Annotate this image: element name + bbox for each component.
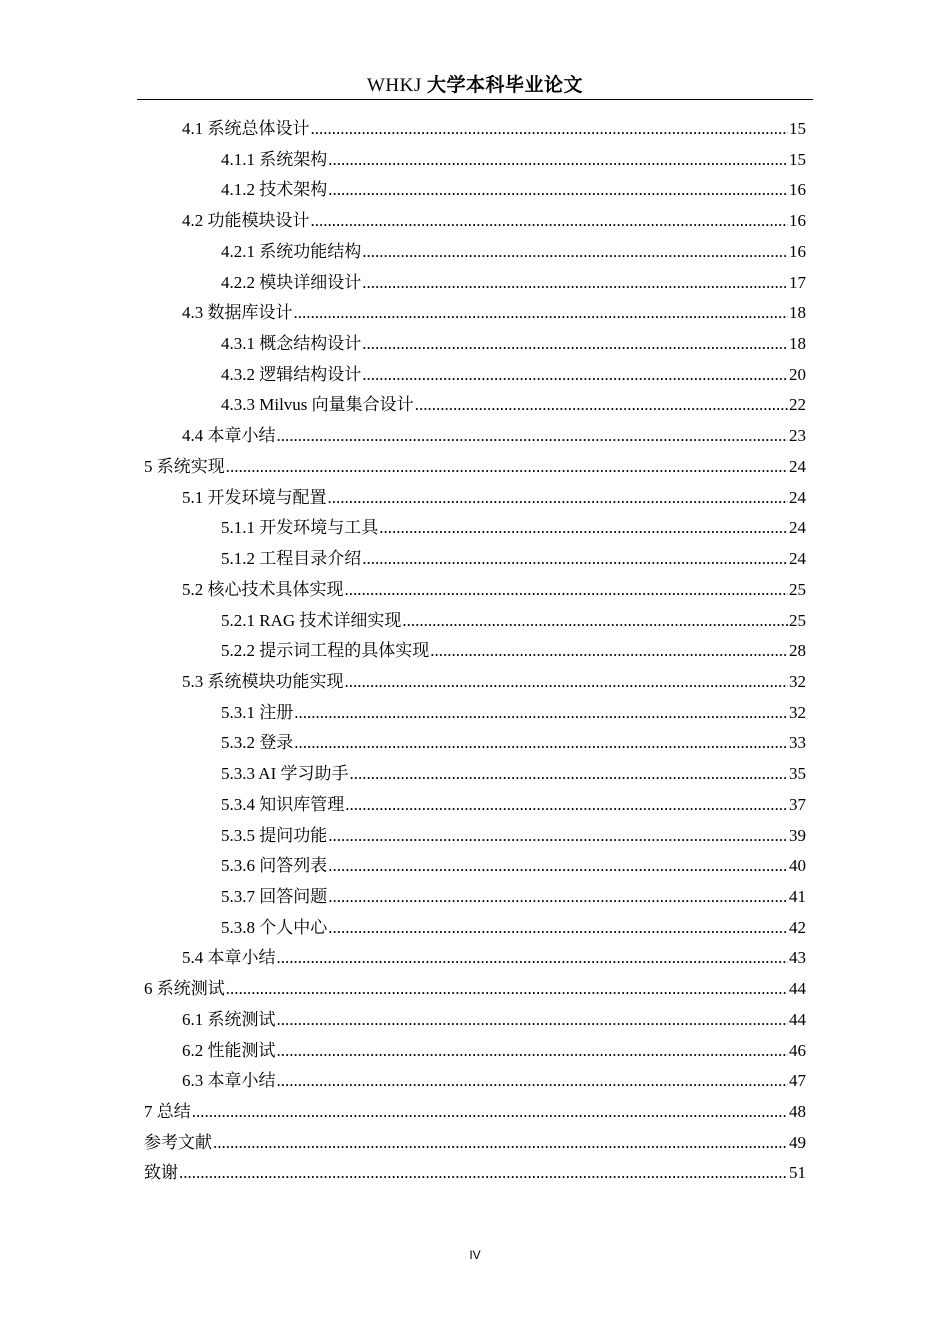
header-title xyxy=(367,75,583,96)
toc-leader-dots xyxy=(415,390,788,421)
toc-entry-title: 4.4 本章小结 xyxy=(182,426,276,446)
toc-entry-page: 44 xyxy=(789,1009,806,1029)
toc-leader-dots xyxy=(179,1158,788,1189)
toc-entry-page: 24 xyxy=(789,549,806,569)
toc-leader-dots xyxy=(213,1128,788,1159)
toc-entry-title: 5.3.1 注册 xyxy=(221,702,294,722)
toc-leader-dots xyxy=(294,728,788,759)
toc-entry-page: 39 xyxy=(789,825,806,845)
toc-entry-title: 5.3.4 知识库管理 xyxy=(221,794,345,814)
toc-entry-title: 参考文献 xyxy=(144,1132,212,1152)
toc-entry[interactable] xyxy=(144,145,806,176)
toc-leader-dots xyxy=(328,145,788,176)
toc-entry-page: 35 xyxy=(789,764,806,784)
toc-leader-dots xyxy=(362,360,788,391)
toc-entry-title: 4.3.1 概念结构设计 xyxy=(221,334,362,354)
toc-entry[interactable] xyxy=(144,513,806,544)
toc-leader-dots xyxy=(328,821,788,852)
toc-entry-title: 4.1.2 技术架构 xyxy=(221,180,328,200)
toc-entry-title: 6 系统测试 xyxy=(144,979,225,999)
toc-entry[interactable] xyxy=(144,237,806,268)
toc-entry-page: 41 xyxy=(789,886,806,906)
toc-leader-dots xyxy=(362,268,788,299)
toc-leader-dots xyxy=(277,421,789,452)
toc-entry-title: 5.3.8 个人中心 xyxy=(221,917,328,937)
toc-entry-page: 24 xyxy=(789,487,806,507)
toc-entry-page: 43 xyxy=(789,948,806,968)
toc-entry-page: 40 xyxy=(789,856,806,876)
toc-entry-title: 7 总结 xyxy=(144,1102,191,1121)
toc-entry-page: 46 xyxy=(789,1040,806,1060)
toc-entry[interactable] xyxy=(144,790,806,821)
toc-entry[interactable] xyxy=(144,268,806,299)
toc-entry[interactable] xyxy=(144,636,806,667)
toc-entry-title: 5.1.1 开发环境与工具 xyxy=(221,518,379,538)
toc-entry[interactable] xyxy=(144,1128,806,1159)
toc-entry[interactable] xyxy=(144,452,806,483)
toc-entry-title: 6.3 本章小结 xyxy=(182,1071,276,1091)
toc-entry-title: 4.1.1 系统架构 xyxy=(221,149,328,169)
toc-entry-page: 16 xyxy=(789,211,806,231)
toc-leader-dots xyxy=(294,298,789,329)
toc-entry-title: 5.2 核心技术具体实现 xyxy=(182,579,344,599)
toc-entry[interactable] xyxy=(144,175,806,206)
toc-entry-title: 5.3.3 AI 学习助手 xyxy=(221,764,349,784)
toc-entry-page: 33 xyxy=(789,733,806,753)
toc-entry-title: 4.3 数据库设计 xyxy=(182,303,293,323)
toc-leader-dots xyxy=(226,452,788,483)
toc-entry-title: 5 系统实现 xyxy=(144,456,225,476)
header-latin: WHKJ xyxy=(366,75,422,96)
toc-entry[interactable] xyxy=(144,544,806,575)
toc-entry[interactable] xyxy=(144,974,806,1005)
toc-entry[interactable] xyxy=(144,667,806,698)
table-of-contents xyxy=(144,114,806,1189)
toc-entry[interactable] xyxy=(144,421,806,452)
toc-entry-title: 5.3.6 问答列表 xyxy=(221,856,328,876)
toc-entry-page: 20 xyxy=(789,364,806,384)
toc-leader-dots xyxy=(294,698,788,729)
toc-entry-page: 16 xyxy=(789,180,806,200)
toc-leader-dots xyxy=(362,544,788,575)
toc-leader-dots xyxy=(226,974,788,1005)
toc-leader-dots xyxy=(328,913,788,944)
toc-entry-title: 4.3.3 Milvus 向量集合设计 xyxy=(221,395,414,415)
toc-entry[interactable] xyxy=(144,575,806,606)
toc-entry-title: 5.1 开发环境与配置 xyxy=(182,487,327,507)
toc-entry[interactable] xyxy=(144,851,806,882)
toc-entry[interactable] xyxy=(144,114,806,145)
toc-entry-page: 15 xyxy=(789,119,806,138)
toc-entry-title: 4.3.2 逻辑结构设计 xyxy=(221,364,362,384)
toc-entry-title: 5.2.1 RAG 技术详细实现 xyxy=(221,610,402,630)
toc-entry-title: 5.3.7 回答问题 xyxy=(221,886,328,906)
toc-entry-title: 5.3.5 提问功能 xyxy=(221,825,328,845)
toc-entry[interactable] xyxy=(144,298,806,329)
toc-leader-dots xyxy=(362,237,788,268)
toc-entry[interactable] xyxy=(144,329,806,360)
toc-leader-dots xyxy=(379,513,788,544)
toc-entry-page: 15 xyxy=(789,149,806,169)
toc-leader-dots xyxy=(277,1036,789,1067)
toc-entry-page: 48 xyxy=(789,1102,806,1121)
toc-entry-title: 5.4 本章小结 xyxy=(182,948,276,968)
toc-entry-page: 32 xyxy=(789,671,806,691)
toc-entry-page: 28 xyxy=(789,641,806,661)
toc-leader-dots xyxy=(277,1066,789,1097)
toc-entry-title: 6.2 性能测试 xyxy=(182,1040,276,1060)
toc-entry-page: 49 xyxy=(789,1132,806,1152)
toc-entry-title: 5.2.2 提示词工程的具体实现 xyxy=(221,641,430,661)
toc-entry-page: 37 xyxy=(789,794,806,814)
toc-leader-dots xyxy=(345,790,788,821)
toc-leader-dots xyxy=(328,175,788,206)
toc-leader-dots xyxy=(277,1005,789,1036)
toc-entry-page: 18 xyxy=(789,303,806,323)
toc-entry[interactable] xyxy=(144,1005,806,1036)
toc-entry[interactable] xyxy=(144,206,806,237)
toc-entry[interactable] xyxy=(144,728,806,759)
toc-entry[interactable] xyxy=(144,1036,806,1067)
toc-leader-dots xyxy=(277,943,789,974)
toc-entry-title: 4.2.1 系统功能结构 xyxy=(221,241,362,261)
toc-entry-page: 22 xyxy=(789,395,806,415)
toc-leader-dots xyxy=(311,206,789,237)
toc-entry-title: 4.1 系统总体设计 xyxy=(182,119,310,138)
toc-entry[interactable] xyxy=(144,1158,806,1189)
toc-entry[interactable] xyxy=(144,360,806,391)
toc-leader-dots xyxy=(328,483,789,514)
toc-entry[interactable] xyxy=(144,821,806,852)
toc-entry-page: 25 xyxy=(789,610,806,630)
toc-entry[interactable] xyxy=(144,943,806,974)
header-rule xyxy=(137,99,813,100)
toc-entry-page: 16 xyxy=(789,241,806,261)
toc-entry-page: 17 xyxy=(789,272,806,292)
toc-leader-dots xyxy=(402,606,788,637)
toc-entry[interactable] xyxy=(144,483,806,514)
toc-leader-dots xyxy=(328,882,788,913)
toc-entry-page: 24 xyxy=(789,456,806,476)
toc-leader-dots xyxy=(192,1097,788,1128)
toc-entry-title: 4.2.2 模块详细设计 xyxy=(221,272,362,292)
toc-entry-title: 致谢 xyxy=(144,1163,178,1183)
toc-entry[interactable] xyxy=(144,606,806,637)
toc-entry[interactable] xyxy=(144,882,806,913)
page-number: IV xyxy=(469,1248,481,1262)
toc-entry[interactable] xyxy=(144,698,806,729)
toc-entry-title: 5.3.2 登录 xyxy=(221,733,294,753)
toc-entry-page: 23 xyxy=(789,426,806,446)
toc-entry[interactable] xyxy=(144,1066,806,1097)
toc-entry-page: 18 xyxy=(789,334,806,354)
toc-entry-page: 44 xyxy=(789,979,806,999)
toc-entry-title: 5.3 系统模块功能实现 xyxy=(182,671,344,691)
toc-leader-dots xyxy=(345,667,789,698)
toc-leader-dots xyxy=(345,575,789,606)
toc-leader-dots xyxy=(328,851,788,882)
toc-leader-dots xyxy=(311,114,789,145)
toc-entry[interactable] xyxy=(144,390,806,421)
header-title-text: 大学本科毕业论文 xyxy=(427,75,584,96)
toc-entry-page: 25 xyxy=(789,579,806,599)
toc-entry-page: 24 xyxy=(789,518,806,538)
toc-entry[interactable] xyxy=(144,759,806,790)
page-header xyxy=(137,70,813,99)
toc-entry[interactable] xyxy=(144,1097,806,1128)
toc-entry-page: 32 xyxy=(789,702,806,722)
toc-entry-title: 6.1 系统测试 xyxy=(182,1009,276,1029)
toc-entry-title: 4.2 功能模块设计 xyxy=(182,211,310,231)
toc-entry-title: 5.1.2 工程目录介绍 xyxy=(221,549,362,569)
toc-entry-page: 42 xyxy=(789,917,806,937)
toc-leader-dots xyxy=(350,759,789,790)
toc-entry[interactable] xyxy=(144,913,806,944)
toc-leader-dots xyxy=(362,329,788,360)
toc-entry-page: 47 xyxy=(789,1071,806,1091)
toc-entry-page: 51 xyxy=(789,1163,806,1183)
toc-leader-dots xyxy=(430,636,788,667)
